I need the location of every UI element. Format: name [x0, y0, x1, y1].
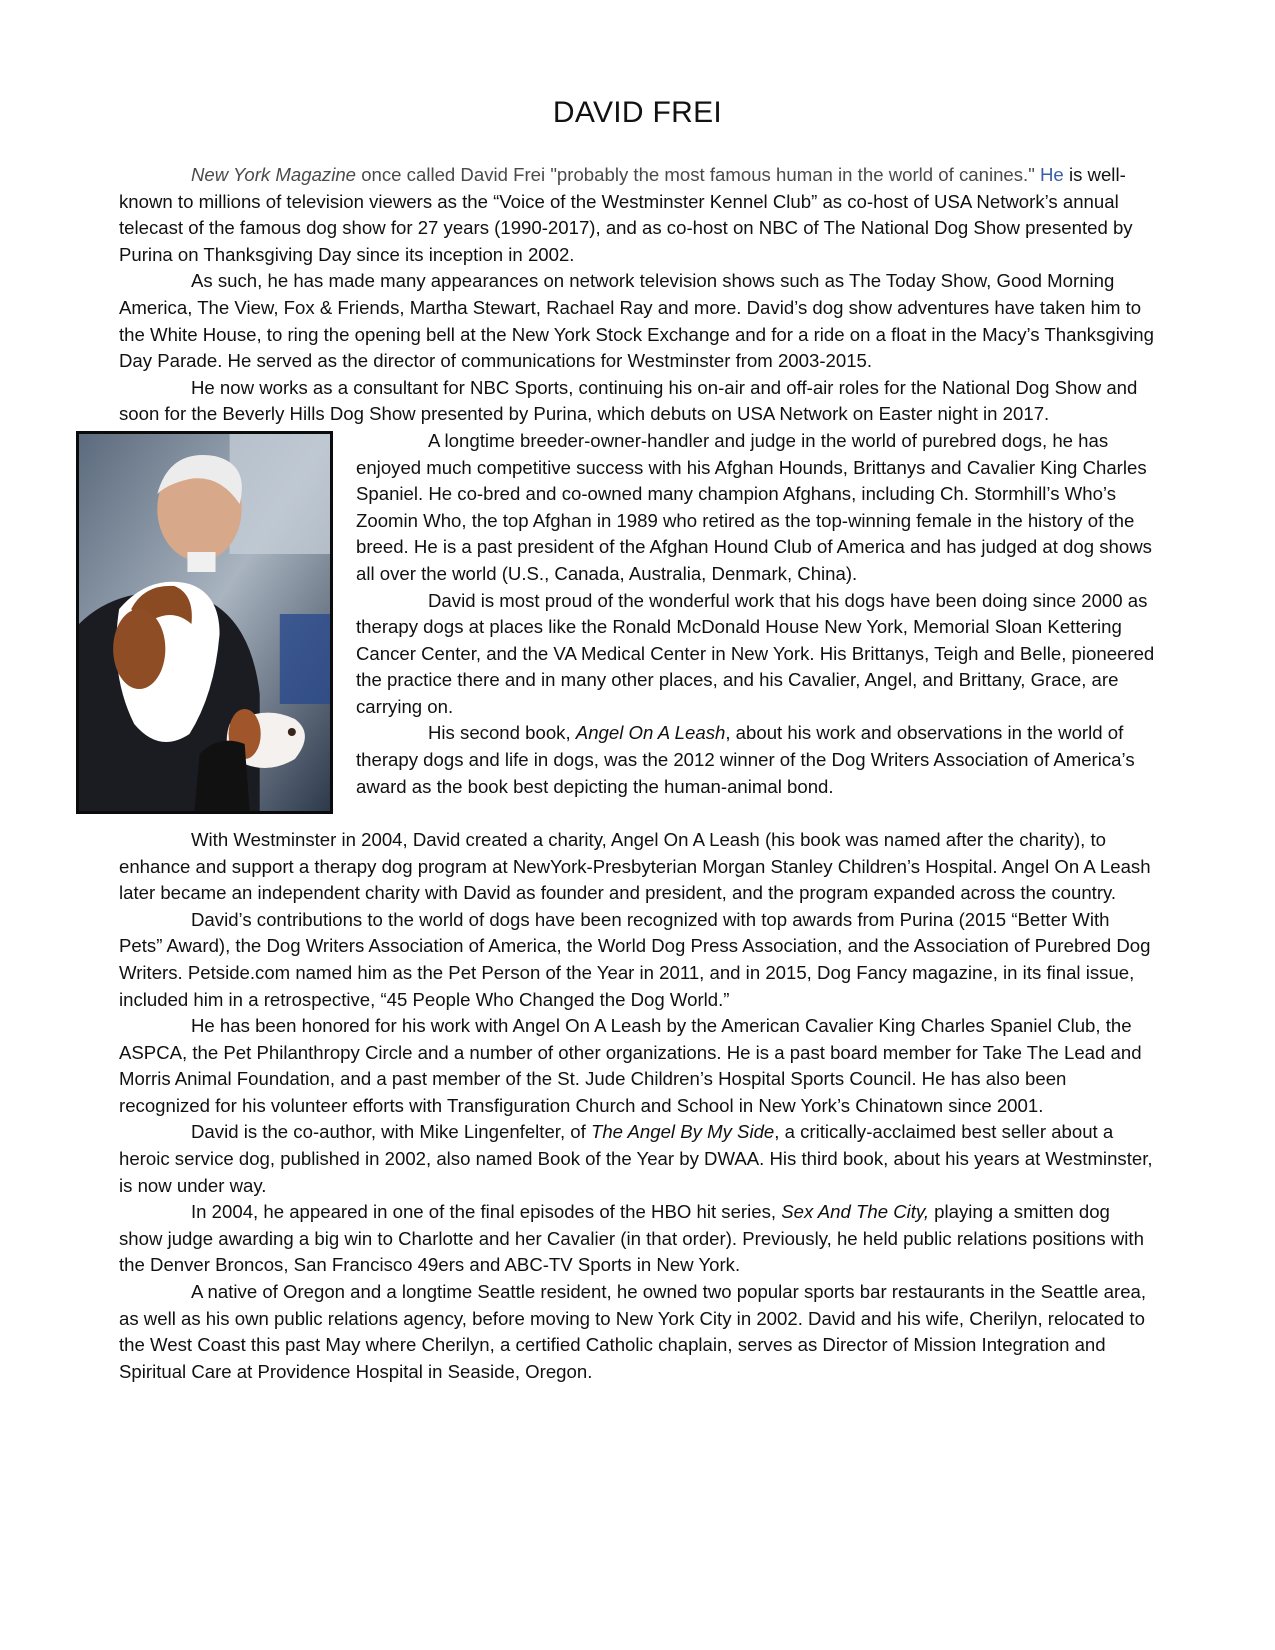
wrapped-text-column — [356, 428, 1158, 800]
document-body — [119, 162, 1156, 1385]
magazine-title: New York Magazine — [191, 164, 357, 185]
paragraph-appearances: As such, he has made many appearances on network television shows such as The Today Show, Good Morning America, The View, Fox & Friends, Martha Stewart, Rachael Ray and more. David’s dog show adventures have taken him to the White House, to ring the opening bell at the New York Stock Exchange and for a ride on a float in the Macy’s Thanksgiving Day Parade. He served as the director of communications for Westminster from 2003-2015. — [119, 270, 1154, 372]
series-title: Sex And The City, — [781, 1201, 930, 1223]
page-title: DAVID FREI — [552, 96, 723, 129]
paragraph-coauthor: David is the co-author, with Mike Lingenfelter, of The Angel By My Side, a critically-acclaimed best seller about a heroic service dog, published in 2002, also named Book of the Year by DWAA. His third book, about his years at Westminster, is now under way. — [119, 1121, 1153, 1196]
paragraph-intro: New York Magazine once called David Frei "probably the most famous human in the world of canines." He is well-known to millions of television viewers as the “Voice of the Westminster Kennel Club” as co-host of USA Network’s annual telecast of the famous dog show for 27 years (1990-2017), and as co-host on NBC of The National Dog Show presented by Purina on Thanksgiving Day since its inception in 2002. — [119, 164, 1133, 265]
paragraph-honors: He has been honored for his work with Angel On A Leash by the American Cavalier King Charles Spaniel Club, the ASPCA, the Pet Philanthropy Circle and a number of other organizations. He is a past board member for Take The Lead and Morris Animal Foundation, and a past member of the St. Jude Children’s Hospital Sports Council. He has also been recognized for his volunteer efforts with Transfiguration Church and School in New York’s Chinatown since 2001. — [119, 1015, 1142, 1116]
paragraph-background: A native of Oregon and a longtime Seattle resident, he owned two popular sports bar restaurants in the Seattle area, as well as his own public relations agency, before moving to New York City in 2002. David and his wife, Cherilyn, relocated to the West Coast this past May where Cherilyn, a certified Catholic chaplain, serves as Director of Mission Integration and Spiritual Care at Providence Hospital in Seaside, Oregon. — [119, 1281, 1147, 1382]
paragraph-second-book: His second book, Angel On A Leash, about his work and observations in the world of therapy dogs and life in dogs, was the 2012 winner of the Dog Writers Association of America’s award as the book best depicting the human-animal bond. — [356, 722, 1135, 797]
book-title-angel-by-my-side: The Angel By My Side — [590, 1121, 775, 1143]
paragraph-awards: David’s contributions to the world of dogs have been recognized with top awards from Purina (2015 “Better With Pets” Award), the Dog Writers Association of America, the World Dog Press Association, and the Association of Purebred Dog Writers. Petside.com named him as the Pet Person of the Year in 2011, and in 2015, Dog Fancy magazine, in its final issue, included him in a retrospective, “45 People Who Changed the Dog World.” — [119, 908, 1151, 1010]
photo-wrap-section — [119, 428, 1156, 827]
paragraph-tv-appearance: In 2004, he appeared in one of the final episodes of the HBO hit series, Sex And The City, playing a smitten dog show judge awarding a big win to Charlotte and her Cavalier (in that order). Previously, he held public relations positions with the Denver Broncos, San Francisco 49ers and ABC-TV Sports in New York. — [119, 1201, 1144, 1276]
paragraph-consultant: He now works as a consultant for NBC Sports, continuing his on-air and off-air roles for the National Dog Show and soon for the Beverly Hills Dog Show presented by Purina, which debuts on USA Network on Easter night in 2017. — [119, 376, 1138, 425]
portrait-photo — [76, 431, 333, 814]
paragraph-therapy-dogs: David is most proud of the wonderful work that his dogs have been doing since 2000 as therapy dogs at places like the Ronald McDonald House New York, Memorial Sloan Kettering Cancer Center, and the VA Medical Center in New York. His Brittanys, Teigh and Belle, pioneered the practice there and in many other places, and his Cavalier, Angel, and Brittany, Grace, are carrying on. — [356, 589, 1155, 717]
portrait-illustration — [79, 434, 330, 811]
paragraph-charity: With Westminster in 2004, David created a charity, Angel On A Leash (his book was named after the charity), to enhance and support a therapy dog program at NewYork-Presbyterian Morgan Stanley Children’s Hospital. Angel On A Leash later became an independent charity with David as founder and president, and the program expanded across the country. — [119, 828, 1151, 904]
book-title-angel-on-a-leash: Angel On A Leash — [575, 722, 726, 744]
paragraph-breeder: A longtime breeder-owner-handler and judge in the world of purebred dogs, he has enjoyed much competitive success with his Afghan Hounds, Brittanys and Cavalier King Charles Spaniel. He co-bred and co-owned many champion Afghans, including Ch. Stormhill’s Who’s Zoomin Who, the top Afghan in 1989 who retired as the top-winning female in the history of the breed. He is a past president of the Afghan Hound Club of America and has judged at dog shows all over the world (U.S., Canada, Australia, Denmark, China). — [356, 429, 1152, 584]
